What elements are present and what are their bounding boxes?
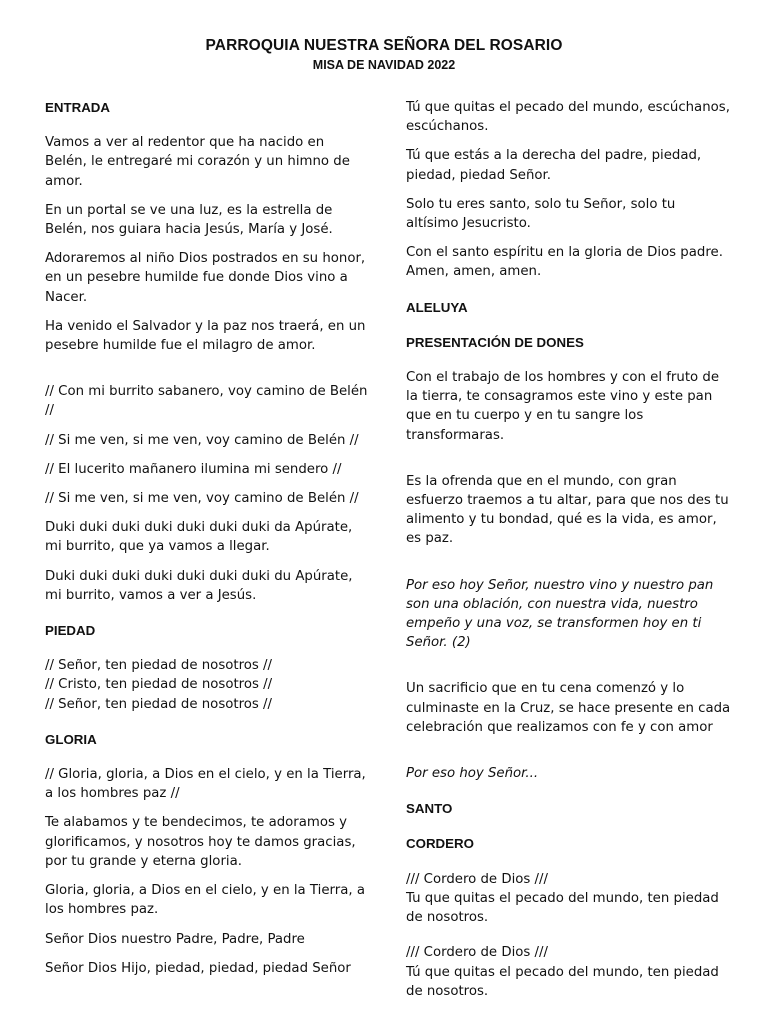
- gloria-verse: Señor Dios Hijo, piedad, piedad, piedad Señor: [45, 960, 351, 976]
- cordero-line: /// Cordero de Dios ///: [406, 945, 548, 961]
- cordero-verse: [406, 943, 731, 1001]
- piedad-line: // Señor, ten piedad de nosotros //: [45, 696, 273, 712]
- piedad-line: // Señor, ten piedad de nosotros //: [45, 658, 273, 674]
- section-heading-gloria: GLORIA: [45, 731, 97, 747]
- document-header: [0, 37, 768, 72]
- left-column: [45, 98, 370, 988]
- burrito-verse: Duki duki duki duki duki duki duki da Apúrate, mi burrito, que ya vamos a llegar.: [45, 520, 353, 555]
- entrada-verse: Adoraremos al niño Dios postrados en su honor, en un pesebre humilde fue donde Dios vino a Nacer.: [45, 251, 366, 305]
- piedad-line: // Cristo, ten piedad de nosotros //: [45, 677, 273, 693]
- section-heading-santo: SANTO: [406, 801, 453, 817]
- document-title: PARROQUIA NUESTRA SEÑORA DEL ROSARIO: [205, 37, 563, 54]
- gloria-verse: Señor Dios nuestro Padre, Padre, Padre: [45, 931, 305, 947]
- gloria-verse: Te alabamos y te bendecimos, te adoramos y glorificamos, y nosotros hoy te damos gracias, por tu grande y eterna gloria.: [45, 815, 356, 869]
- piedad-block: [45, 656, 370, 714]
- presentacion-verse: Un sacrificio que en tu cena comenzó y lo culminaste en la Cruz, se hace presente en cada celebración que realizamos con fe y con amor: [406, 681, 731, 735]
- section-heading-presentacion: PRESENTACIÓN DE DONES: [406, 334, 584, 350]
- entrada-verse: En un portal se ve una luz, es la estrella de Belén, nos guiara hacia Jesús, María y José.: [45, 202, 333, 238]
- burrito-verse: Duki duki duki duki duki duki duki du Apúrate, mi burrito, vamos a ver a Jesús.: [45, 568, 353, 603]
- section-heading-cordero: CORDERO: [406, 836, 474, 852]
- presentacion-chorus-repeat: Por eso hoy Señor...: [406, 766, 539, 782]
- right-column: [406, 98, 731, 1011]
- gloria-verse: Solo tu eres santo, solo tu Señor, solo tu altísimo Jesucristo.: [406, 196, 676, 232]
- gloria-verse: Tú que quitas el pecado del mundo, escúchanos, escúchanos.: [406, 100, 730, 135]
- entrada-verse: Vamos a ver al redentor que ha nacido en Belén, le entregaré mi corazón y un himno de amor.: [45, 135, 350, 189]
- presentacion-verse: Es la ofrenda que en el mundo, con gran esfuerzo traemos a tu altar, para que nos des tu alimento y tu bondad, qué es la vida, es amor, es paz.: [406, 473, 729, 547]
- section-heading-entrada: ENTRADA: [45, 100, 111, 115]
- entrada-verse: Ha venido el Salvador y la paz nos traerá, en un pesebre humilde fue el milagro de amor.: [45, 318, 366, 354]
- document-subtitle: MISA DE NAVIDAD 2022: [312, 58, 456, 72]
- burrito-verse: // Con mi burrito sabanero, voy camino de Belén //: [45, 384, 368, 419]
- gloria-verse: Con el santo espíritu en la gloria de Dios padre. Amen, amen, amen.: [406, 245, 723, 280]
- burrito-verse: // Si me ven, si me ven, voy camino de Belén //: [45, 491, 359, 507]
- section-heading-piedad: PIEDAD: [45, 623, 96, 639]
- cordero-verse: [406, 870, 731, 928]
- gloria-verse: Tú que estás a la derecha del padre, piedad, piedad, piedad Señor.: [406, 148, 702, 183]
- cordero-line: Tú que quitas el pecado del mundo, ten piedad de nosotros.: [406, 964, 719, 999]
- section-heading-aleluya: ALELUYA: [406, 299, 468, 315]
- gloria-verse: Gloria, gloria, a Dios en el cielo, y en la Tierra, a los hombres paz.: [45, 883, 365, 918]
- presentacion-verse: Con el trabajo de los hombres y con el fruto de la tierra, te consagramos este vino y este pan que en tu cuerpo y en tu sangre los transformaras.: [406, 370, 720, 443]
- burrito-verse: // Si me ven, si me ven, voy camino de Belén //: [45, 432, 359, 448]
- cordero-line: /// Cordero de Dios ///: [406, 871, 548, 887]
- gloria-verse: // Gloria, gloria, a Dios en el cielo, y en la Tierra, a los hombres paz //: [45, 767, 366, 802]
- burrito-verse: // El lucerito mañanero ilumina mi sendero //: [45, 461, 342, 477]
- cordero-line: Tu que quitas el pecado del mundo, ten piedad de nosotros.: [406, 890, 719, 926]
- presentacion-chorus: Por eso hoy Señor, nuestro vino y nuestro pan son una oblación, con nuestra vida, nuestro empeño y una voz, se transformen hoy en ti Señor. (2): [406, 577, 714, 651]
